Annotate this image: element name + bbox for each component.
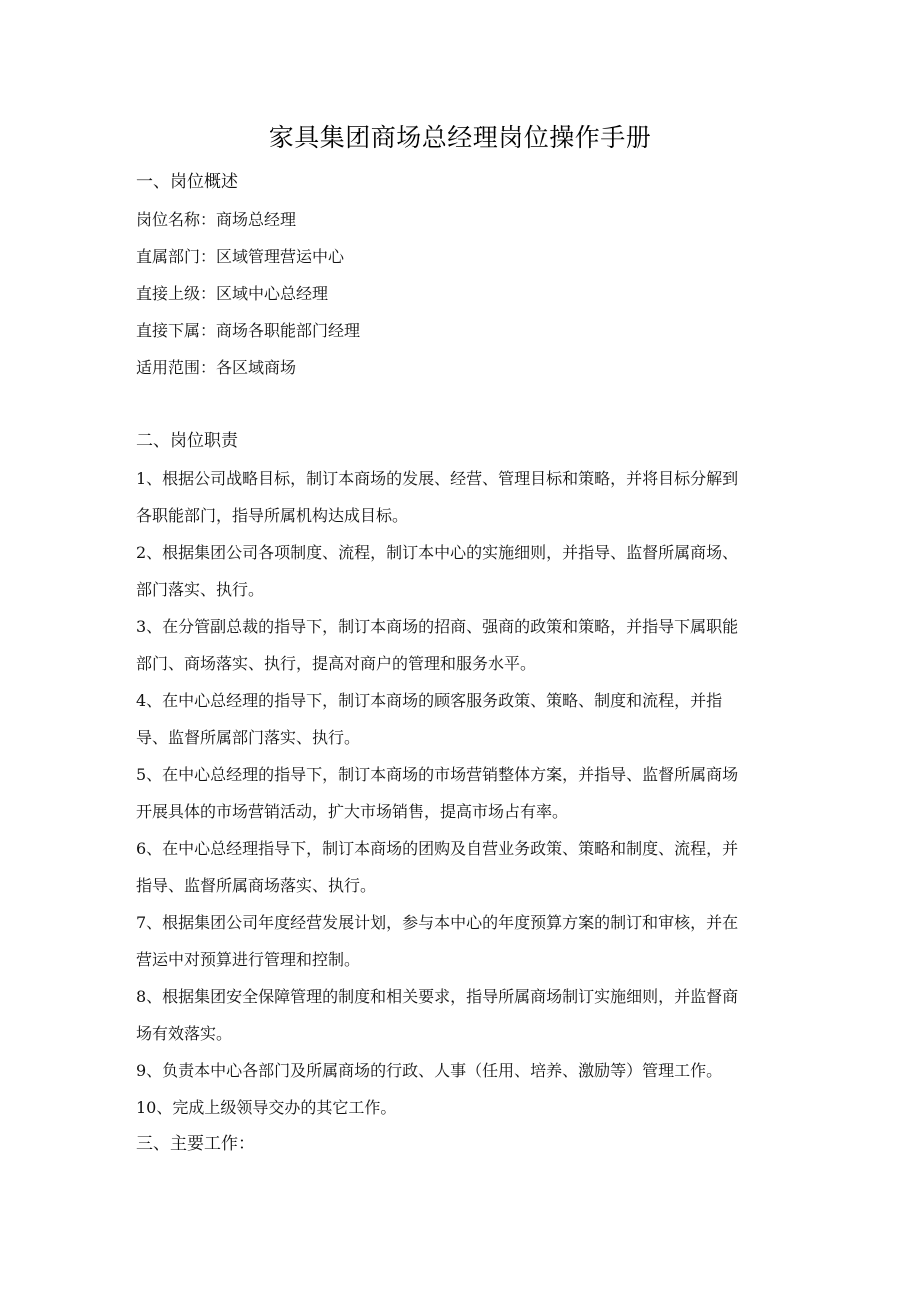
- duty-item-line: 2、根据集团公司各项制度、流程，制订本中心的实施细则，并指导、监督所属商场、: [136, 543, 739, 562]
- field-position-name: 岗位名称：商场总经理: [136, 210, 297, 229]
- duty-item: [136, 978, 781, 1052]
- field-superior: 直接上级：区域中心总经理: [136, 284, 329, 303]
- duty-item-line: 8、根据集团安全保障管理的制度和相关要求，指导所属商场制订实施细则，并监督商: [136, 987, 739, 1006]
- duty-item-line: 6、在中心总经理指导下，制订本商场的团购及自营业务政策、策略和制度、流程，并: [136, 839, 739, 858]
- duty-item-line: 9、负责本中心各部门及所属商场的行政、人事（任用、培养、激励等）管理工作。: [136, 1061, 723, 1080]
- duty-item-line: 7、根据集团公司年度经营发展计划，参与本中心的年度预算方案的制订和审核，并在: [136, 913, 739, 932]
- field-scope: 适用范围：各区域商场: [136, 358, 297, 377]
- duty-item: [136, 534, 781, 608]
- section-heading-duties: 二、岗位职责: [136, 431, 238, 451]
- duty-item-line: 10、完成上级领导交办的其它工作。: [136, 1098, 397, 1117]
- duty-item-line: 指导、监督所属商场落实、执行。: [136, 876, 377, 895]
- duty-item-line: 4、在中心总经理的指导下，制订本商场的顾客服务政策、策略、制度和流程，并指: [136, 691, 723, 710]
- field-subordinates: 直接下属：商场各职能部门经理: [136, 321, 361, 340]
- duty-item-line: 开展具体的市场营销活动，扩大市场销售，提高市场占有率。: [136, 802, 569, 821]
- section-spacer: [136, 386, 781, 423]
- duty-item: [136, 904, 781, 978]
- section-heading-overview: 一、岗位概述: [136, 172, 238, 192]
- duty-item-line: 部门、商场落实、执行，提高对商户的管理和服务水平。: [136, 654, 537, 673]
- duty-item-line: 营运中对预算进行管理和控制。: [136, 950, 361, 969]
- duty-item: [136, 682, 781, 756]
- document-title: 家具集团商场总经理岗位操作手册: [268, 123, 652, 152]
- duty-item-line: 5、在中心总经理的指导下，制订本商场的市场营销整体方案，并指导、监督所属商场: [136, 765, 739, 784]
- document-body: [136, 164, 781, 1163]
- duty-item-line: 3、在分管副总裁的指导下，制订本商场的招商、强商的政策和策略，并指导下属职能: [136, 617, 739, 636]
- duty-item: [136, 1089, 781, 1126]
- field-department: 直属部门：区域管理营运中心: [136, 247, 345, 266]
- duty-item-line: 1、根据公司战略目标，制订本商场的发展、经营、管理目标和策略，并将目标分解到: [136, 469, 739, 488]
- section-heading-main-work: 三、主要工作：: [136, 1134, 255, 1154]
- duty-item: [136, 756, 781, 830]
- duty-item-line: 部门落实、执行。: [136, 580, 265, 599]
- duty-item-line: 场有效落实。: [136, 1024, 233, 1043]
- duty-item: [136, 830, 781, 904]
- duty-item: [136, 608, 781, 682]
- duty-item-line: 各职能部门，指导所属机构达成目标。: [136, 506, 409, 525]
- duty-item: [136, 1052, 781, 1089]
- duty-item-line: 导、监督所属部门落实、执行。: [136, 728, 361, 747]
- duty-item: [136, 460, 781, 534]
